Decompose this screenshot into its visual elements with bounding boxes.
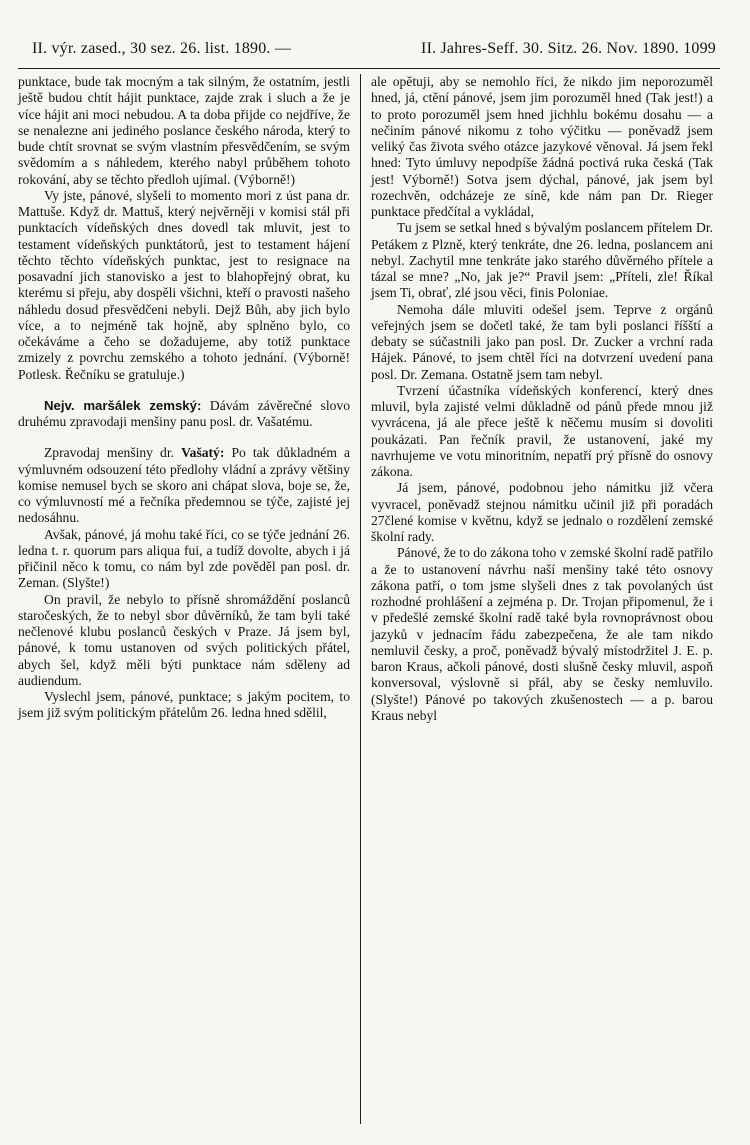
header-rule [18, 68, 720, 69]
right-paragraph-1: ale opětuji, aby se nemohlo říci, že nikdo jim neporozuměl hned, já, ctění pánové, jsem jim porozuměl hned (Tak jest!) a to proto porozuměl jsem hned jichhlu bokému dosahu — a nečiním pánové nikomu z toho výčitku — poněvadž jsem veliký čas života svého otázce jazykové věnoval. Já jsem řekl hned: Tyto úmluvy nepodpíše žádná poctivá ruka česká (Tak jest! Výborně!) Sotva jsem dýchal, pánové, jak jsem byl rozechvěn, odcházeje ze síně, kde nám pan Dr. Rieger punktace předčítal a vykládal, [371, 74, 713, 219]
speaker-vasaty: Vašatý: [181, 445, 225, 461]
left-paragraph-7: Vyslechl jsem, pánové, punktace; s jakým pocitem, to jsem již svým politickým přátelům 26. ledna hned sdělil, [18, 689, 350, 721]
left-paragraph-1: punktace, bude tak mocným a tak silným, že ostatním, jestli ještě budou chtít hájit punktace, zajde zrak i sluch a že je více hájit ani moci nebudou. A ta doba přijde co nejdříve, že se nenalezne ani jediného poslance českého národa, který to bude chtít srovnat se svým vlastním přesvědčením, se svým svědomím a s náhledem, kterého nabyl průběhem tohoto rokování, aby se těchto předloh ujímal. (Výborně!) [18, 74, 350, 187]
left-paragraph-5: Avšak, pánové, já mohu také říci, co se týče jednání 26. ledna t. r. quorum pars aliqua fui, a tudíž dovolte, abych i já přičinil něco k tomu, co nám byl zde pověděl pan posl. dr. Zeman. (Slyšte!) [18, 526, 350, 591]
text-columns [18, 74, 720, 1124]
left-paragraph-4 [18, 445, 350, 526]
vasaty-text: Po tak důkladném a výmluvném odsouzení této předlohy vládní a zprávy většiny komise nemusel bych se skoro ani chápat slova, boje se, že, co výmluvností mé a řečníka předemnou se týče, zajisté jej nedosáhnu. [18, 445, 351, 526]
header-german: II. Jahres-Seff. 30. Sitz. 26. Nov. 1890. 1099 [421, 40, 716, 57]
right-paragraph-5: Já jsem, pánové, podobnou jeho námitku již včera vyvracel, poněvadž stejnou námitku učinil již při poradách 27člené komise v květnu, když se jednalo o rozdělení zemské školní rady. [371, 480, 713, 544]
header-czech: II. výr. zased., 30 sez. 26. list. 1890. — [32, 40, 292, 57]
marshal-text: Dávám závěrečné slovo druhému zpravodaji menšiny panu posl. dr. Vašatému. [18, 397, 350, 429]
running-header [32, 40, 716, 58]
left-paragraph-3 [18, 398, 350, 431]
left-paragraph-6: On pravil, že nebylo to přísně shromáždění poslanců staročeských, že to nebyl sbor důvěrníků, že tam byli také nečlenové klubu poslanců českých v Praze. Já jsem byl, pánové, k tomu ustanoven od svých politických přátel, abych šel, když měli býti punktace nám sděleny ad audiendum. [18, 591, 350, 688]
right-paragraph-4: Tvrzení účastníka vídeňských konferencí, který dnes mluvil, byla zajisté velmi důkladně od pánů přede mnou již vyvrácena, já ale přece ještě k něčemu musím si dovoliti poukázati. Pan řečník pravil, že ustanovení, jaké my navrhujeme ve votu minoritním, nepatří prý přísně do osnovy zákona. [371, 382, 713, 479]
rapporteur-lead: Zpravodaj menšiny dr. [44, 445, 175, 461]
right-paragraph-6: Pánové, že to do zákona toho v zemské školní radě patřilo a že to ustanovení návrhu naší menšiny také této osnovy zákona patří, o tom jsme slyšeli dnes z tak povolaných úst rozhodné prohlášení a zejména p. Dr. Trojan připomenul, že i v předešlé zemské školní radě také byla rovnoprávnost obou jazyků v jednacím řádu zabezpečena, že ale tam nikdo nemluvil česky, a proč, poněvadž bývalý místodržitel J. E. p. baron Kraus, ačkoli pánové, dosti slušně česky mluvil, aspoň konversoval, výslovně si přál, aby se česky nemluvilo. (Slyšte!) Pánové po takových zkušenostech — a p. barou Kraus nebyl [371, 545, 713, 723]
right-paragraph-2: Tu jsem se setkal hned s bývalým poslancem přítelem Dr. Petákem z Plzně, který tenkráte, dne 26. ledna, poslancem ani nebyl. Zachytil mne tenkráte jako starého důvěrného přítele a tázal se mne? „No, jak je?“ Pravil jsem: „Příteli, zle! Říkal jsem Ti, obrať, zlé jsou věci, finis Poloniae. [371, 220, 713, 301]
right-column [361, 74, 713, 1124]
right-paragraph-3: Nemoha dále mluviti odešel jsem. Teprve z orgánů veřejných jsem se dočetl také, že tam byli poslanci říšští a debaty se súčastnili jako pan posl. Dr. Zucker a vrchní rada Hájek. Pánové, to jsem chtěl říci na dotvrzení uvedení pana posl. Dr. Zemana. Ostatně jsem tam nebyl. [371, 301, 713, 382]
speaker-marshal: Nejv. maršálek zemský: [44, 397, 202, 413]
left-paragraph-2: Vy jste, pánové, slyšeli to momento mori z úst pana dr. Mattuše. Když dr. Mattuš, který nejvěrněji v komisi stál při punktacích vídeňských dnes dovedl tak mluvit, jest to testament vídeňských punktátorů, jest to testament hájení těchto těchto vídeňských punktac, jest to resignace na posavadní jich stanovisko a jest to blahopřejný obrat, ku kterému si přeju, aby dospěli všichni, kteří o pravosti našeho náhledu dosud přesvědčeni nebyli. Dejž Bůh, aby jich bylo více, a to nejméně tak hojně, aby splněno bylo, co očekáváme a čeho se dožadujeme, aby totiž punktace zmizely z povrchu zemského a tohoto jednání. (Výborně! Potlesk. Řečníku se gratuluje.) [18, 187, 350, 382]
left-column [18, 74, 358, 1124]
